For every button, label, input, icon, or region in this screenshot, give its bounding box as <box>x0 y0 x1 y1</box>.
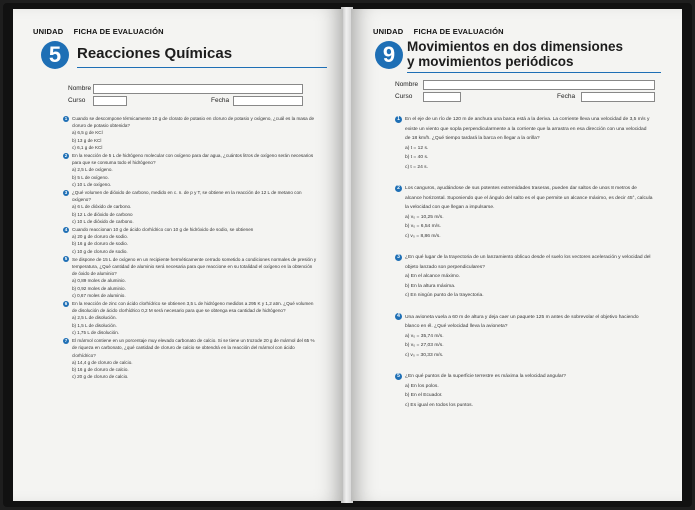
question-number: 2 <box>64 152 68 158</box>
question-text: Se dispone de 15 L de oxígeno en un recipiente herméticamente cerrado sometido a condiciones normales de presión y temperatura, ¿Qué cantidad de aluminio será necesaria para que reaccione en su totalidad el oxígeno en la obtención de óxido de aluminio? <box>72 256 317 277</box>
question-text: Una avioneta vuela a 60 m de altura y deja caer un paquete 125 m antes de sobrevolar el objetivo haciendo blanco en él. ¿Qué velocidad lleva la avioneta? <box>405 314 639 329</box>
question-number: 7 <box>64 337 68 343</box>
question-text-row <box>395 115 653 144</box>
question-text-row <box>395 184 653 213</box>
right-nombre-field[interactable] <box>423 80 655 90</box>
answer-option[interactable]: b) 16 g de cloruro de calcio. <box>72 366 129 372</box>
question-text: Los canguros, ayudándose de sus potentes extremidades traseras, pueden dar saltos de unos 8 metros de alcance horizontal. Suponiendo que el ángulo del salto es el que permite un alcance máximo, es decir 45°, calcula la velocidad con que llegan a impulsarse. <box>405 186 653 210</box>
question-number: 3 <box>64 189 68 195</box>
right-ficha-label: FICHA DE EVALUACIÓN <box>413 27 504 36</box>
left-nombre-field[interactable] <box>93 84 303 94</box>
right-title-line1: Movimientos en dos dimensiones <box>407 39 624 54</box>
answer-option[interactable]: b) 5 L de oxígeno. <box>72 174 109 180</box>
answer-option[interactable]: b) 13 g de KCl <box>72 137 102 143</box>
question-text-row <box>63 152 317 166</box>
answer-option[interactable]: c) En ningún punto de la trayectoria. <box>405 293 484 298</box>
left-fecha-label: Fecha <box>211 97 230 104</box>
question-text: En la reacción de 5 L de hidrógeno molecular con oxígeno para dar agua, ¿cuántos litros de oxígeno serán necesarios para que se consuma todo el hidrógeno? <box>72 153 314 166</box>
right-title-line2: y movimientos periódicos <box>407 54 574 69</box>
answer-option[interactable]: b) En el Ecuador. <box>405 393 443 398</box>
answer-option[interactable]: b) 16 g de cloruro de sodio. <box>72 241 128 247</box>
question-item <box>63 300 317 336</box>
question-item <box>63 115 317 151</box>
left-page <box>13 9 343 501</box>
answer-option[interactable]: c) v₀ = 8,86 m/s. <box>405 233 441 239</box>
question-number: 1 <box>64 115 68 121</box>
question-text: En el eje de un río de 120 m de anchura una barca está a la deriva. La corriente lleva una velocidad de 3,5 m/s y existe un viento que sopla perpendicularmente a la corriente que la arrastra en esa dirección con una velocidad de 18 km/h. ¿Qué tiempo tardará la barca en llegar a la orilla? <box>405 117 650 141</box>
answer-option[interactable]: c) 0,67 moles de aluminio. <box>72 292 126 298</box>
question-number: 4 <box>395 313 402 320</box>
answer-option[interactable]: a) v₀ = 35,74 m/s. <box>405 333 444 339</box>
answer-option[interactable]: a) 6,5 g de KCl <box>72 130 103 136</box>
answer-option[interactable]: b) v₀ = 6,54 m/s. <box>405 224 441 229</box>
answer-option[interactable]: a) En el alcance máximo. <box>405 274 460 279</box>
question-item <box>63 256 317 299</box>
answer-option[interactable]: b) 0,92 moles de aluminio. <box>72 285 126 291</box>
answer-option[interactable]: a) t = 12 s. <box>405 145 429 151</box>
answer-option[interactable]: b) 12 L de dióxido de carbono <box>72 211 133 217</box>
answer-option[interactable]: a) v₀ = 10,25 m/s. <box>405 214 444 220</box>
left-ficha-label: FICHA DE EVALUACIÓN <box>73 27 164 36</box>
right-unit-number: 9 <box>375 41 403 69</box>
left-unidad-label: UNIDAD <box>33 27 64 36</box>
left-nombre-label: Nombre <box>68 85 92 92</box>
question-text: ¿Qué volumen de dióxido de carbono, medido en c. n. de p y T, se obtiene en la reacción de 12 L de metano con oxígeno? <box>72 190 302 203</box>
question-number: 3 <box>395 254 402 261</box>
answer-option[interactable]: c) 20 g de cloruro de calcio. <box>72 374 129 380</box>
question-text: Cuando reaccionan 10 g de ácido clorhídrico con 10 g de hidróxido de sodio, se obtienen <box>72 227 254 233</box>
left-curso-field[interactable] <box>93 96 127 106</box>
right-unidad-label: UNIDAD <box>373 27 404 36</box>
right-fecha-label: Fecha <box>557 93 576 100</box>
question-number: 4 <box>64 226 68 232</box>
answer-option[interactable]: b) 1,5 L de disolución. <box>72 322 117 328</box>
question-text-row <box>395 372 653 382</box>
question-number: 1 <box>395 116 402 123</box>
answer-option[interactable]: b) v₀ = 27,03 m/s. <box>405 343 444 348</box>
question-number: 5 <box>395 373 402 380</box>
open-book <box>3 3 692 507</box>
question-text-row <box>395 313 653 332</box>
answer-option[interactable]: a) 2,5 L de oxígeno. <box>72 167 113 173</box>
question-number: 6 <box>64 300 68 306</box>
question-item <box>63 189 317 225</box>
left-page-title: Reacciones Químicas <box>77 45 233 62</box>
question-text-row <box>63 256 317 278</box>
answer-option[interactable]: c) 6,1 g de KCl <box>72 144 103 150</box>
answer-option[interactable]: c) Es igual en todos los puntos. <box>405 402 473 408</box>
left-header <box>33 27 164 36</box>
left-question-list <box>63 115 317 381</box>
right-page-title <box>407 39 667 69</box>
right-page <box>351 9 682 501</box>
question-item <box>395 115 653 172</box>
answer-option[interactable]: a) 14,4 g de cloruro de calcio. <box>72 359 133 365</box>
question-item <box>395 253 653 301</box>
question-text: Cuando se descompone térmicamente 10 g de clorato de potasio en cloruro de potasio y oxígeno, ¿cuál es la masa de cloruro de potasio obtenida? <box>72 116 315 129</box>
answer-option[interactable]: c) 1,75 L de disolución. <box>72 329 120 335</box>
question-text: El mármol contiene en un porcentaje muy elevado carbonato de calcio. Si se tiene un trozode 20 g de mármol del 65 % de riqueza en carbonato, ¿qué cantidad de cloruro de calcio se obtendrá en la reacción del mármol con ácido clorhídrico? <box>72 338 315 358</box>
question-text: ¿En qué puntos de la superficie terrestre es máxima la velocidad angular? <box>405 374 566 379</box>
answer-option[interactable]: c) 10 L de dióxido de carbono. <box>72 218 134 224</box>
answer-option[interactable]: c) 10 g de cloruro de sodio. <box>72 248 128 254</box>
answer-option[interactable]: b) t = 40 s. <box>405 155 429 160</box>
right-curso-label: Curso <box>395 93 413 100</box>
question-number: 2 <box>395 185 402 192</box>
right-header <box>373 27 504 36</box>
question-text-row <box>395 253 653 272</box>
question-text-row <box>63 337 317 359</box>
answer-option[interactable]: a) 20 g de cloruro de sodio. <box>72 234 128 240</box>
question-text: En la reacción de zinc con ácido clorhídrico se obtienen 3,5 L de hidrógeno medidos a 295 K y 1,2 atm. ¿Qué volumen de disolución de ácido clorhídrico 0,2 M será necesario para que se obtenga esa cantidad de hidrógeno? <box>72 301 314 314</box>
answer-option[interactable]: c) v₀ = 30,33 m/s. <box>405 352 444 358</box>
left-unit-number: 5 <box>41 41 69 69</box>
right-nombre-label: Nombre <box>395 81 419 88</box>
question-item <box>63 337 317 380</box>
question-item <box>63 152 317 188</box>
question-item <box>395 184 653 241</box>
right-fecha-field[interactable] <box>581 92 655 102</box>
question-text-row <box>63 115 317 129</box>
question-item <box>63 226 317 255</box>
question-item <box>395 313 653 361</box>
question-item <box>395 372 653 410</box>
answer-option[interactable]: a) En los polos. <box>405 383 439 389</box>
right-curso-field[interactable] <box>423 92 461 102</box>
left-title-rule <box>77 67 327 68</box>
question-number: 5 <box>64 256 68 262</box>
answer-option[interactable]: a) 6 L de dióxido de carbono. <box>72 204 132 210</box>
answer-option[interactable]: c) t = 24 s. <box>405 164 428 170</box>
answer-option[interactable]: a) 2,5 L de disolución. <box>72 315 117 321</box>
left-fecha-field[interactable] <box>233 96 303 106</box>
question-text: ¿En qué lugar de la trayectoria de un lanzamiento oblicuo desde el suelo los vectores aceleración y velocidad del objeto lanzado son perpendiculares? <box>405 255 651 270</box>
answer-option[interactable]: c) 10 L de oxígeno. <box>72 181 112 187</box>
answer-option[interactable]: a) 0,89 moles de aluminio. <box>72 278 126 284</box>
answer-option[interactable]: b) En la altura máxima. <box>405 283 456 289</box>
question-text-row <box>63 300 317 314</box>
left-curso-label: Curso <box>68 97 86 104</box>
question-text-row <box>63 226 317 233</box>
right-question-list <box>395 115 653 422</box>
right-title-rule <box>407 72 661 73</box>
question-text-row <box>63 189 317 203</box>
